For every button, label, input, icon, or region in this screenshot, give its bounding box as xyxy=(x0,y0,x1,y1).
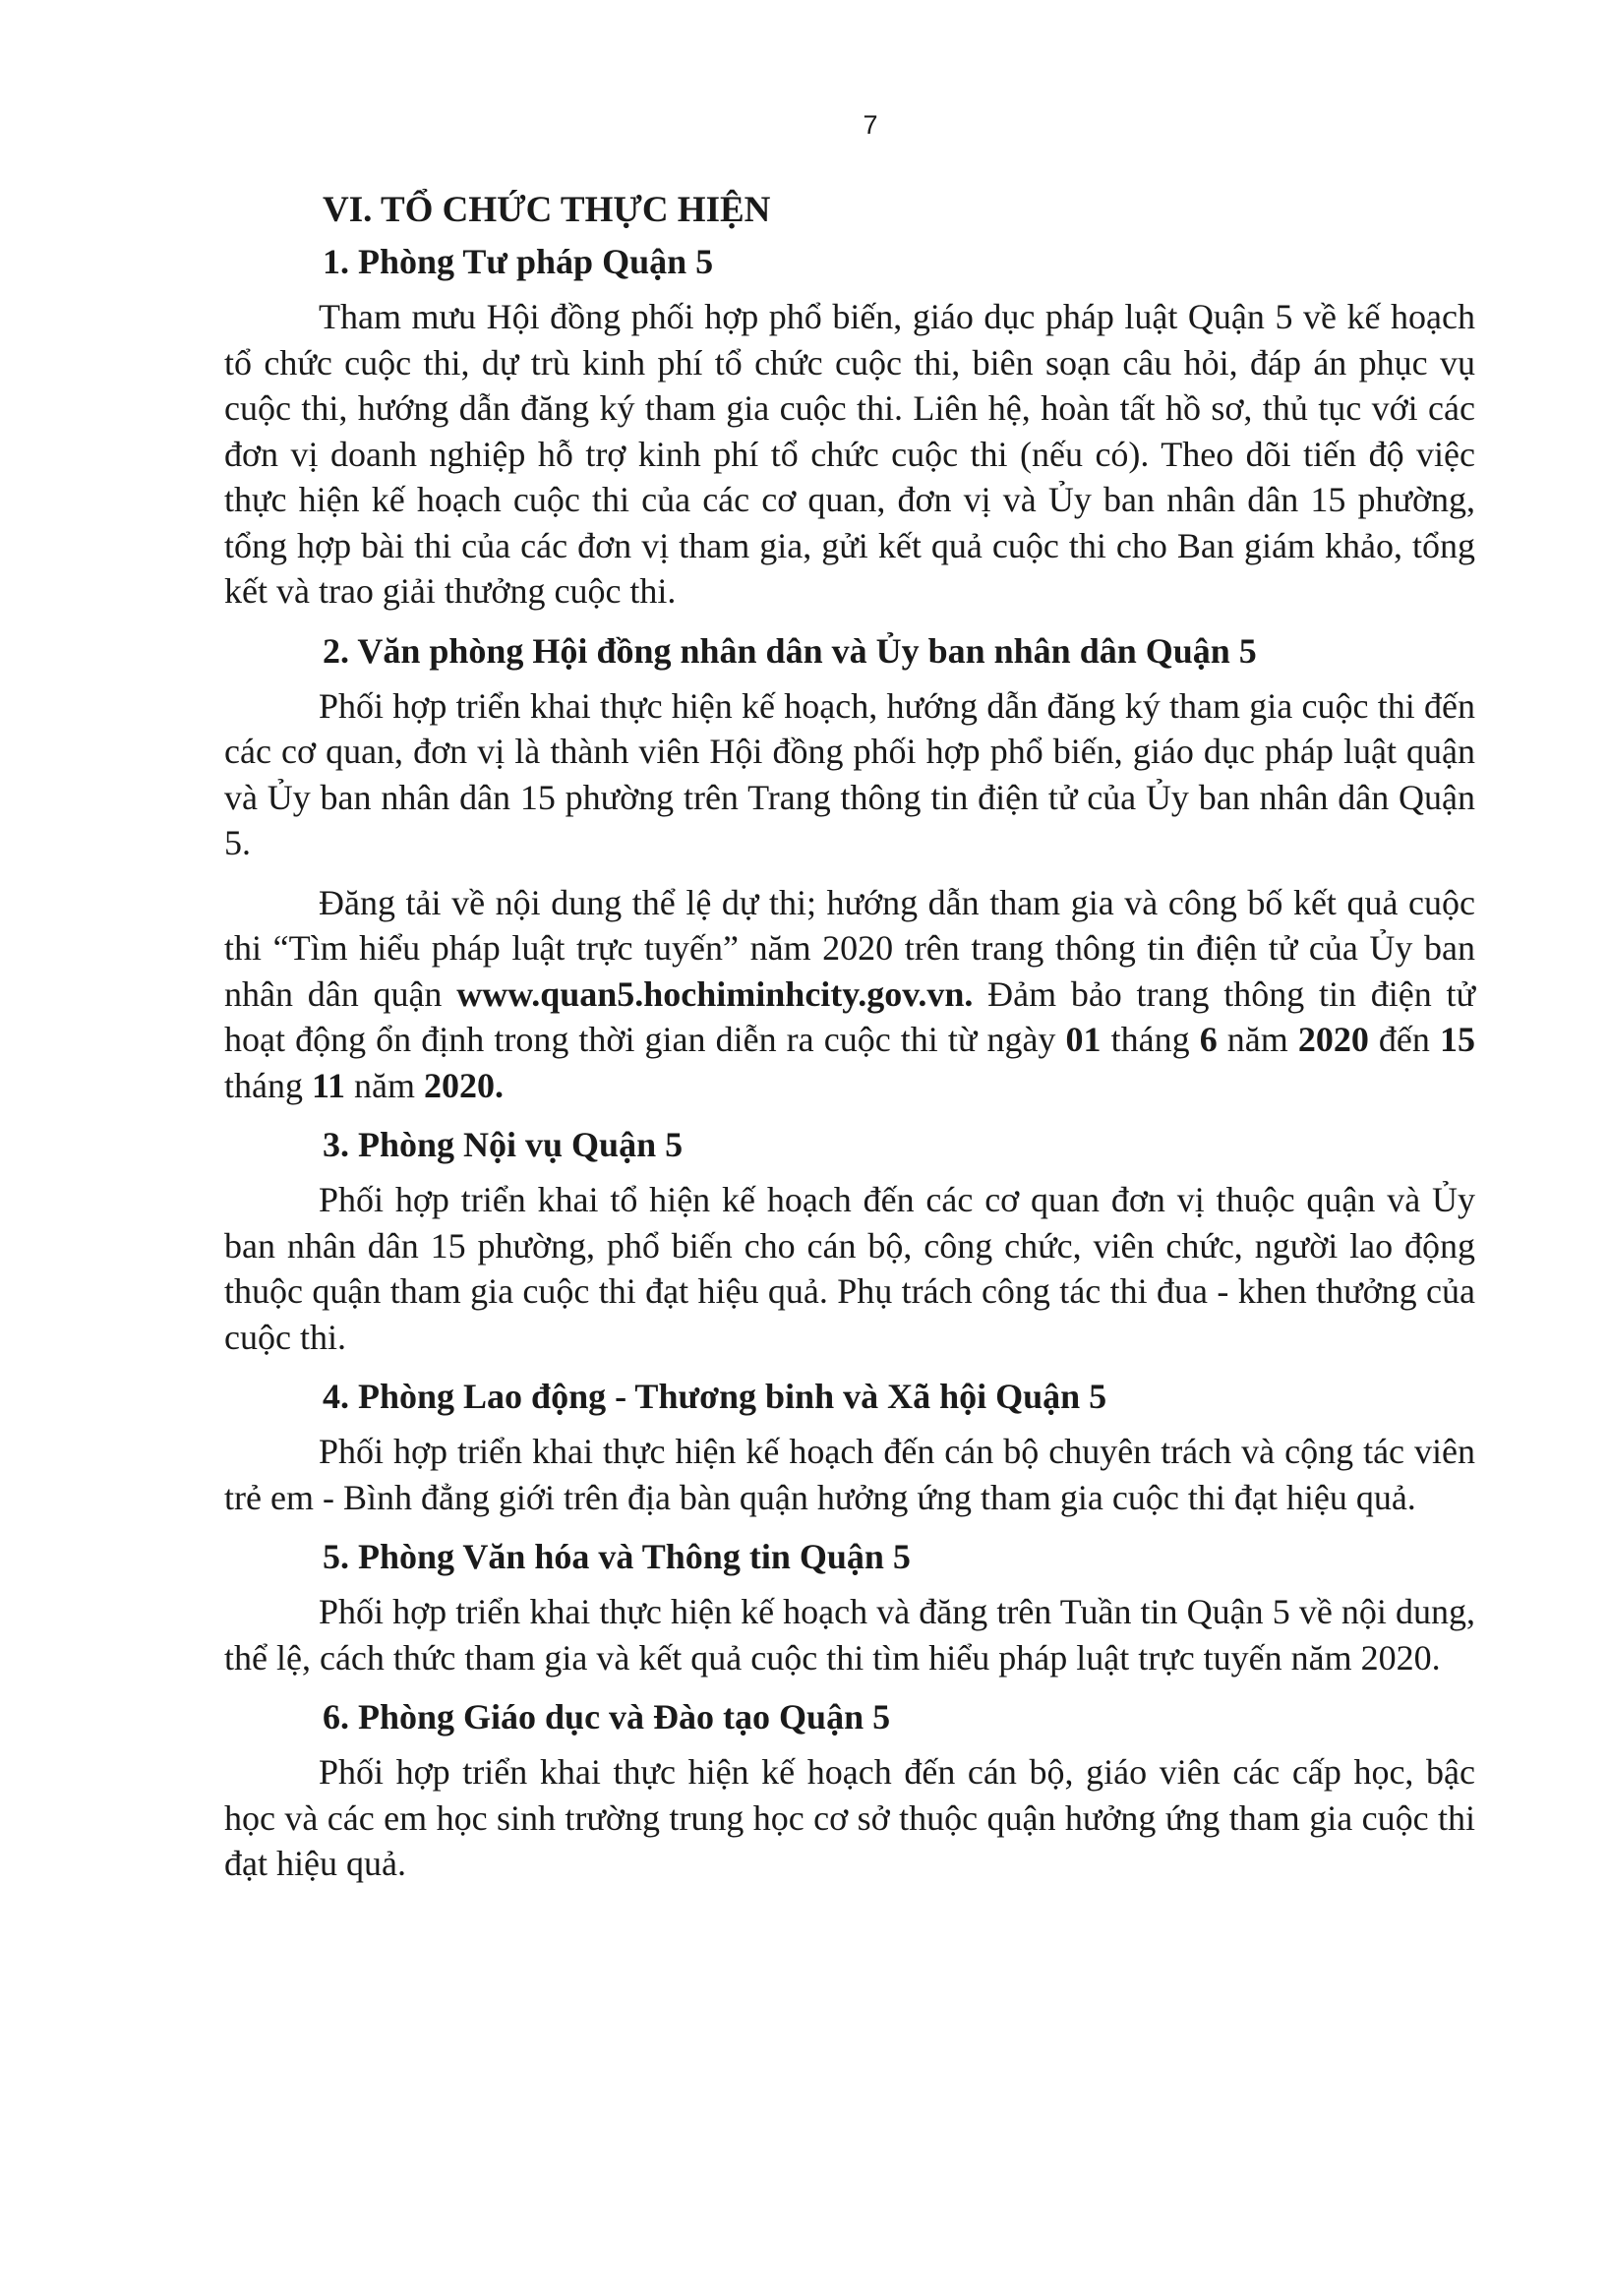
section-heading: 3. Phòng Nội vụ Quận 5 xyxy=(323,1125,684,1164)
section-heading: 4. Phòng Lao động - Thương binh và Xã hội Quận 5 xyxy=(323,1377,1107,1416)
text: tháng xyxy=(224,1065,312,1105)
page-number: 7 xyxy=(863,110,878,140)
text: năm xyxy=(1217,1020,1298,1059)
section-4 xyxy=(224,1374,1475,1520)
start-month: 6 xyxy=(1199,1020,1218,1059)
paragraph: Tham mưu Hội đồng phối hợp phổ biến, giáo dục pháp luật Quận 5 về kế hoạch tổ chức cuộc thi, dự trù kinh phí tổ chức cuộc thi, biên soạn câu hỏi, đáp án phục vụ cuộc thi, hướng dẫn đăng ký tham gia cuộc thi. Liên hệ, hoàn tất hồ sơ, thủ tục với các đơn vị doanh nghiệp hỗ trợ kinh phí tổ chức cuộc thi (nếu có). Theo dõi tiến độ việc thực hiện kế hoạch cuộc thi của các cơ quan, đơn vị và Ủy ban nhân dân 15 phường, tổng hợp bài thi của các đơn vị tham gia, gửi kết quả cuộc thi cho Ban giám khảo, tổng kết và trao giải thưởng cuộc thi. xyxy=(224,297,1475,611)
section-heading: 1. Phòng Tư pháp Quận 5 xyxy=(323,242,714,281)
section-heading: 5. Phòng Văn hóa và Thông tin Quận 5 xyxy=(323,1537,911,1576)
section-heading: 6. Phòng Giáo dục và Đào tạo Quận 5 xyxy=(323,1697,891,1737)
end-year: 2020. xyxy=(423,1065,504,1105)
end-day: 15 xyxy=(1440,1020,1475,1059)
text: năm xyxy=(345,1065,424,1105)
paragraph: Phối hợp triển khai thực hiện kế hoạch, hướng dẫn đăng ký tham gia cuộc thi đến các cơ quan, đơn vị là thành viên Hội đồng phối hợp phổ biến, giáo dục pháp luật quận và Ủy ban nhân dân 15 phường trên Trang thông tin điện tử của Ủy ban nhân dân Quận 5. xyxy=(224,685,1475,862)
paragraph: Phối hợp triển khai tổ hiện kế hoạch đến các cơ quan đơn vị thuộc quận và Ủy ban nhân dân 15 phường, phổ biến cho cán bộ, công chức, viên chức, người lao động thuộc quận tham gia cuộc thi đạt hiệu quả. Phụ trách công tác thi đua - khen thưởng của cuộc thi. xyxy=(224,1180,1475,1357)
section-2 xyxy=(224,628,1475,1109)
document-body xyxy=(224,187,1475,1901)
section-5 xyxy=(224,1534,1475,1680)
text: tháng xyxy=(1101,1020,1200,1059)
section-title: VI. TỔ CHỨC THỰC HIỆN xyxy=(323,190,771,230)
start-year: 2020 xyxy=(1297,1020,1369,1059)
section-heading: 2. Văn phòng Hội đồng nhân dân và Ủy ban nhân dân Quận 5 xyxy=(323,630,1257,671)
text: Đảm bảo trang thông tin điện tử hoạt động ổn định trong thời gian diễn ra cuộc thi từ ngày xyxy=(224,973,1475,1059)
section-6 xyxy=(224,1694,1475,1887)
start-day: 01 xyxy=(1065,1020,1102,1059)
website-link[interactable]: www.quan5.hochiminhcity.gov.vn. xyxy=(456,973,974,1014)
end-month: 11 xyxy=(311,1065,345,1105)
paragraph: Phối hợp triển khai thực hiện kế hoạch đến cán bộ, giáo viên các cấp học, bậc học và các em học sinh trường trung học cơ sở thuộc quận hưởng ứng tham gia cuộc thi đạt hiệu quả. xyxy=(224,1752,1475,1883)
section-1 xyxy=(224,239,1475,615)
text: Đăng tải về nội dung thể lệ dự thi; hướng dẫn tham gia và công bố kết quả cuộc thi “Tìm hiểu pháp luật trực tuyến” năm 2020 trên trang thông tin điện tử của Ủy ban nhân dân quận xyxy=(224,882,1475,1014)
section-3 xyxy=(224,1122,1475,1360)
text: đến xyxy=(1368,1020,1440,1059)
paragraph-with-website xyxy=(224,880,1475,1109)
paragraph: Phối hợp triển khai thực hiện kế hoạch và đăng trên Tuần tin Quận 5 về nội dung, thể lệ, cách thức tham gia và kết quả cuộc thi tìm hiểu pháp luật trực tuyến năm 2020. xyxy=(224,1592,1475,1678)
paragraph: Phối hợp triển khai thực hiện kế hoạch đến cán bộ chuyên trách và cộng tác viên trẻ em - Bình đẳng giới trên địa bàn quận hưởng ứng tham gia cuộc thi đạt hiệu quả. xyxy=(224,1432,1475,1517)
